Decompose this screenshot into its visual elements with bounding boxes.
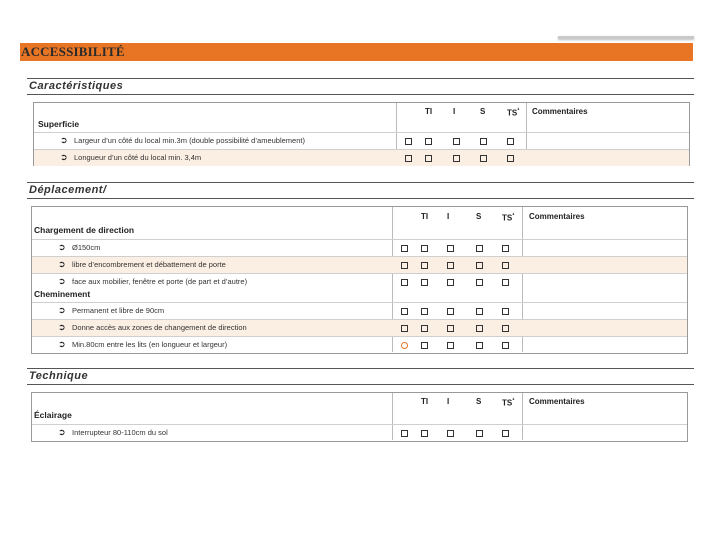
section-divider xyxy=(27,198,694,199)
col-header-commentaires: Commentaires xyxy=(529,212,585,221)
checkbox-extra[interactable] xyxy=(502,279,509,286)
checkbox-i[interactable] xyxy=(421,342,428,349)
checkbox-ti[interactable] xyxy=(401,430,408,437)
checkbox-s[interactable] xyxy=(447,325,454,332)
checkbox-s[interactable] xyxy=(453,155,460,162)
list-item: ➲ Largeur d’un côté du local min.3m (double possibilité d’ameublement) xyxy=(34,132,689,149)
col-header-ts: $TS^{^1}$ xyxy=(507,107,520,118)
arrow-bullet-icon: ➲ xyxy=(60,152,68,162)
checkbox-s[interactable] xyxy=(453,138,460,145)
checkbox-ts[interactable] xyxy=(476,262,483,269)
checkbox-ts[interactable] xyxy=(476,325,483,332)
list-item: ➲ Ø150cm xyxy=(32,239,687,256)
checkbox-ts[interactable] xyxy=(476,279,483,286)
section-title-technique: Technique xyxy=(29,370,89,382)
list-item: ➲ Interrupteur 80-110cm du sol xyxy=(32,424,687,441)
checkbox-ts[interactable] xyxy=(480,138,487,145)
checkbox-ts[interactable] xyxy=(476,430,483,437)
checkbox-ti[interactable] xyxy=(401,262,408,269)
section-title-deplacement: Déplacement/ xyxy=(29,184,107,196)
col-header-commentaires: Commentaires xyxy=(529,397,585,406)
checkbox-i[interactable] xyxy=(421,325,428,332)
arrow-bullet-icon: ➲ xyxy=(58,305,66,315)
col-header-i: I xyxy=(447,212,450,221)
checkbox-ti[interactable] xyxy=(405,138,412,145)
checkbox-ts[interactable] xyxy=(476,342,483,349)
section-divider xyxy=(27,94,694,95)
checkbox-s[interactable] xyxy=(447,245,454,252)
group-title-cheminement: Cheminement xyxy=(34,289,91,299)
checkbox-i[interactable] xyxy=(425,138,432,145)
checkbox-ti[interactable] xyxy=(401,279,408,286)
list-item: ➲ libre d’encombrement et débattement de porte xyxy=(32,256,687,273)
arrow-bullet-icon: ➲ xyxy=(58,242,66,252)
checkbox-extra[interactable] xyxy=(502,308,509,315)
col-header-s: S xyxy=(476,397,482,406)
checkbox-extra[interactable] xyxy=(502,245,509,252)
checkbox-ti[interactable] xyxy=(401,245,408,252)
checkbox-ti[interactable] xyxy=(401,308,408,315)
checkbox-s[interactable] xyxy=(447,279,454,286)
checkbox-i[interactable] xyxy=(421,430,428,437)
checkbox-extra[interactable] xyxy=(502,430,509,437)
section-divider xyxy=(27,182,694,183)
section-title-caracteristiques: Caractéristiques xyxy=(29,80,124,92)
checkbox-extra[interactable] xyxy=(502,262,509,269)
list-item: ➲ Longueur d’un côté du local min. 3,4m xyxy=(34,149,689,166)
decorative-line xyxy=(558,36,694,39)
col-header-i: I xyxy=(453,107,456,116)
arrow-bullet-icon: ➲ xyxy=(58,322,66,332)
checkbox-s[interactable] xyxy=(447,262,454,269)
section-divider xyxy=(27,78,694,79)
table-deplacement xyxy=(31,206,688,354)
col-header-ti: TI xyxy=(421,397,429,406)
arrow-bullet-icon: ➲ xyxy=(58,259,66,269)
checkbox-ts[interactable] xyxy=(476,308,483,315)
arrow-bullet-icon: ➲ xyxy=(58,427,66,437)
col-header-i: I xyxy=(447,397,450,406)
checkbox-s[interactable] xyxy=(447,308,454,315)
checkbox-extra[interactable] xyxy=(502,342,509,349)
checkbox-i[interactable] xyxy=(425,155,432,162)
checkbox-ti-circle[interactable] xyxy=(401,342,408,349)
list-item: ➲ Permanent et libre de 90cm xyxy=(32,302,687,319)
section-divider xyxy=(27,384,694,385)
list-item: ➲ face aux mobilier, fenêtre et porte (de part et d’autre) xyxy=(32,273,687,290)
checkbox-ti[interactable] xyxy=(405,155,412,162)
list-item: ➲ Donne accès aux zones de changement de direction xyxy=(32,319,687,336)
checkbox-ti[interactable] xyxy=(401,325,408,332)
col-header-ti: TI xyxy=(425,107,433,116)
page-title: ACCESSIBILITÉ xyxy=(21,44,125,59)
col-header-commentaires: Commentaires xyxy=(532,107,588,116)
list-item: ➲ Min.80cm entre les lits (en longueur et largeur) xyxy=(32,336,687,353)
col-header-ts: $TS^{^1}$ xyxy=(502,397,515,408)
section-divider xyxy=(27,368,694,369)
col-header-ti: TI xyxy=(421,212,429,221)
checkbox-i[interactable] xyxy=(421,262,428,269)
checkbox-extra[interactable] xyxy=(502,325,509,332)
checkbox-s[interactable] xyxy=(447,342,454,349)
checkbox-extra[interactable] xyxy=(507,155,514,162)
col-header-s: S xyxy=(476,212,482,221)
col-header-ts: $TS^{^1}$ xyxy=(502,212,515,223)
checkbox-i[interactable] xyxy=(421,279,428,286)
arrow-bullet-icon: ➲ xyxy=(58,339,66,349)
arrow-bullet-icon: ➲ xyxy=(60,135,68,145)
checkbox-i[interactable] xyxy=(421,245,428,252)
checkbox-extra[interactable] xyxy=(507,138,514,145)
group-title-chargement: Chargement de direction xyxy=(34,225,135,235)
group-title-eclairage: Éclairage xyxy=(34,410,72,420)
checkbox-i[interactable] xyxy=(421,308,428,315)
arrow-bullet-icon: ➲ xyxy=(58,276,66,286)
table-technique xyxy=(31,392,688,442)
col-header-s: S xyxy=(480,107,486,116)
group-title-superficie: Superficie xyxy=(38,119,80,129)
table-caracteristiques xyxy=(33,102,690,166)
checkbox-ts[interactable] xyxy=(480,155,487,162)
checkbox-s[interactable] xyxy=(447,430,454,437)
checkbox-ts[interactable] xyxy=(476,245,483,252)
